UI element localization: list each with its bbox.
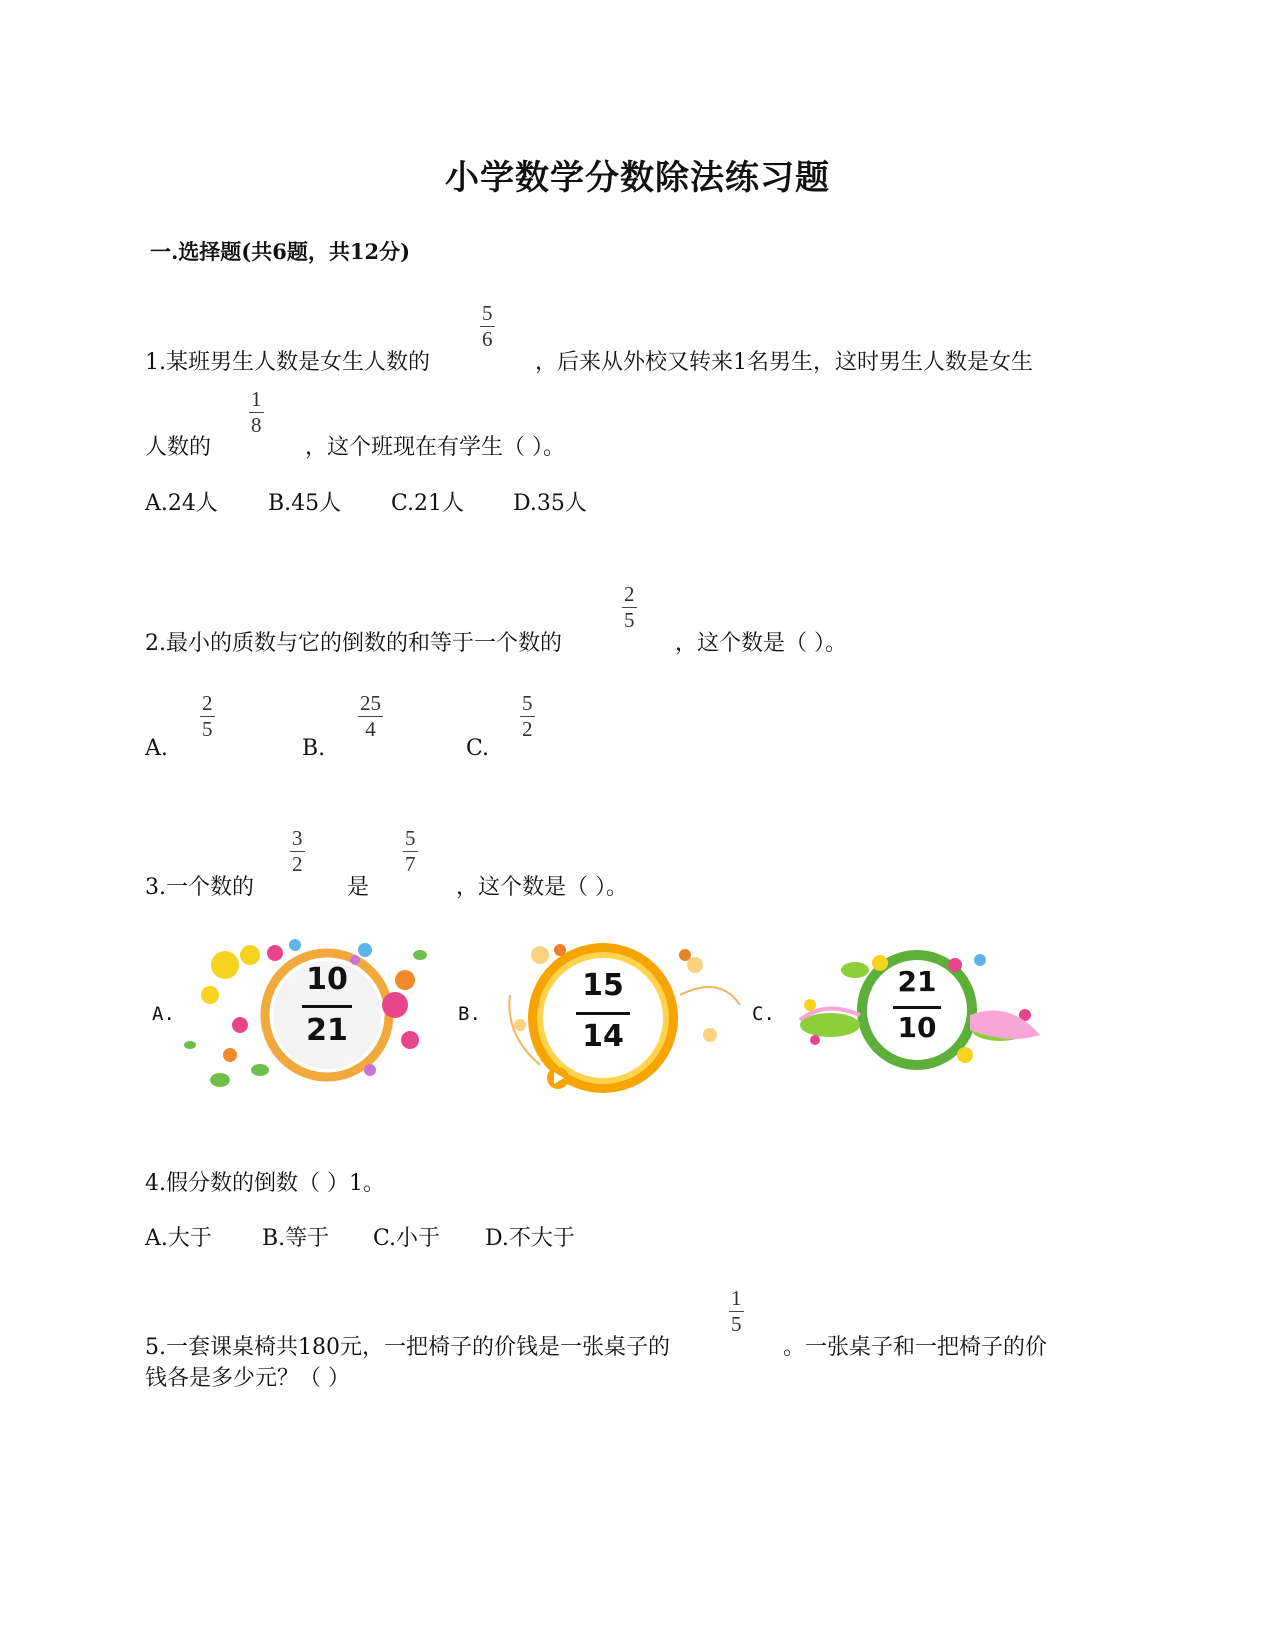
q3-fraction-1-denominator: 2 [292,852,303,876]
q4-option-c: C.小于 [373,1226,441,1251]
q5-fraction [729,1287,744,1335]
q1-text-a: 1.某班男生人数是女生人数的 [145,350,430,375]
q2-option-b-numerator: 25 [360,691,381,715]
q5-text-b: 。一张桌子和一把椅子的价 [783,1335,1048,1360]
q4-option-d: D.不大于 [485,1226,575,1251]
fraction-bar [576,1012,630,1015]
q3-text-c: ，这个数是（ ）。 [456,875,628,900]
q3-option-a-wreath [180,935,440,1095]
page-title: 小学数学分数除法练习题 [445,158,830,198]
q1-option-b: B.45人 [268,491,342,516]
q3-option-c-denominator: 10 [897,1011,937,1044]
q5-text-c: 钱各是多少元？（ ） [145,1366,350,1391]
q3-fraction-2 [403,827,418,875]
q3-option-a-label: A. [152,1003,175,1025]
q3-option-c-wreath [795,945,1045,1080]
q3-fraction-1 [290,827,305,875]
q1-option-d: D.35人 [513,491,587,516]
q1-fraction-2 [249,388,264,436]
q2-option-b-denominator: 4 [365,717,376,741]
q1-fraction-1 [480,302,495,350]
q2-option-a-numerator: 2 [202,691,213,715]
sun-wreath-illustration [500,935,750,1100]
q3-option-b-wreath [500,935,750,1100]
q3-option-b-label: B. [458,1003,481,1025]
q3-option-a-denominator: 21 [306,1013,348,1048]
q1-text-b: ，后来从外校又转来1名男生，这时男生人数是女生 [535,350,1033,375]
q3-text-b: 是 [347,875,370,900]
q3-option-b-numerator: 15 [582,968,624,1003]
q3-option-a-numerator: 10 [306,962,348,997]
q2-option-a-denominator: 5 [202,717,213,741]
q3-fraction-2-denominator: 7 [405,852,416,876]
q2-fraction [622,583,637,631]
fraction-bar [893,1006,941,1009]
q2-option-c-fraction [520,692,535,740]
section-heading: 一.选择题(共6题，共12分) [150,239,411,264]
q2-option-b-label: B. [302,736,326,761]
q2-option-c-label: C. [466,736,490,761]
q2-fraction-numerator: 2 [624,582,635,606]
q5-text-a: 5.一套课桌椅共180元，一把椅子的价钱是一张桌子的 [145,1335,670,1360]
q2-option-a-fraction [200,692,215,740]
q2-option-c-numerator: 5 [522,691,533,715]
q3-option-c-numerator: 21 [897,965,937,998]
q3-fraction-2-numerator: 5 [405,826,416,850]
q1-fraction-1-denominator: 6 [482,327,493,351]
q1-fraction-2-numerator: 1 [251,387,262,411]
q1-option-c: C.21人 [391,491,465,516]
q1-option-a: A.24人 [145,491,218,516]
q2-option-c-denominator: 2 [522,717,533,741]
q2-option-b-fraction [358,692,383,740]
fraction-bar [302,1005,352,1008]
q5-fraction-denominator: 5 [731,1312,742,1336]
q2-text-a: 2.最小的质数与它的倒数的和等于一个数的 [145,631,562,656]
q1-text-d: ，这个班现在有学生（ ）。 [305,435,565,460]
q1-text-c: 人数的 [145,435,212,460]
q1-fraction-2-denominator: 8 [251,413,262,437]
q4-text: 4.假分数的倒数（ ）1。 [145,1171,385,1196]
q2-text-b: ，这个数是（ ）。 [675,631,847,656]
q2-fraction-denominator: 5 [624,608,635,632]
q4-option-b: B.等于 [262,1226,330,1251]
q5-fraction-numerator: 1 [731,1286,742,1310]
q3-fraction-1-numerator: 3 [292,826,303,850]
q3-option-b-denominator: 14 [582,1019,624,1054]
q2-option-a-label: A. [145,736,168,761]
q1-fraction-1-numerator: 5 [482,301,493,325]
q4-option-a: A.大于 [145,1226,212,1251]
q3-text-a: 3.一个数的 [145,875,254,900]
q3-option-c-label: C. [752,1003,775,1025]
